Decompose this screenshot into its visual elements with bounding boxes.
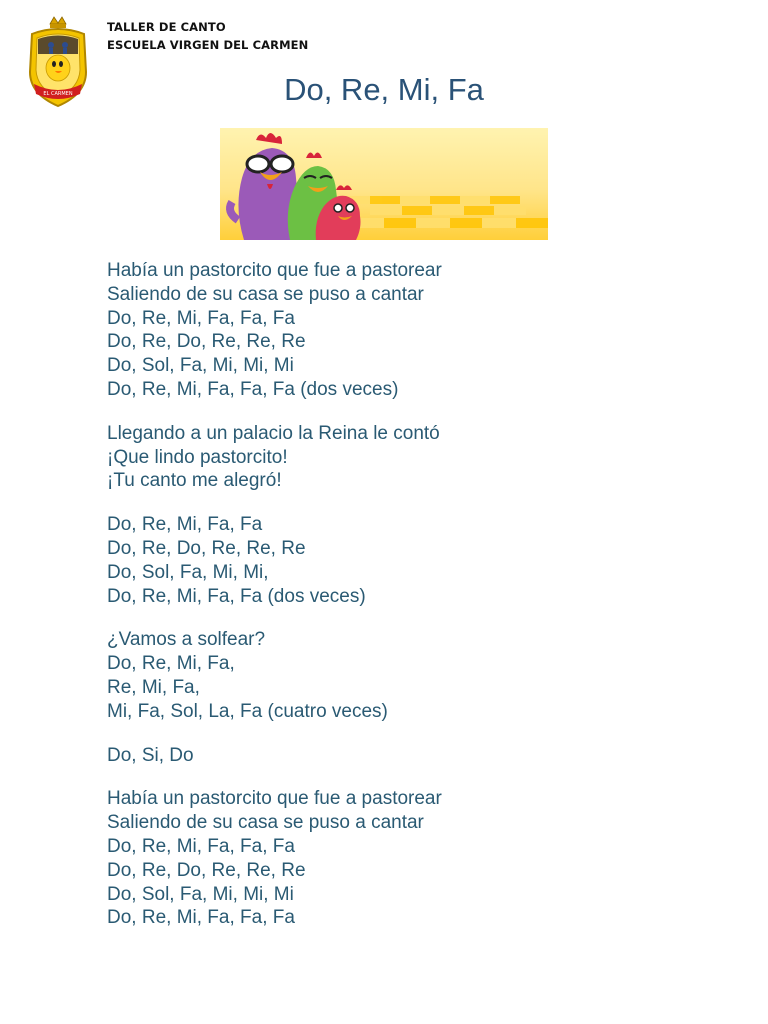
lyric-line: Do, Re, Mi, Fa, Fa, Fa bbox=[107, 907, 295, 929]
stanza bbox=[107, 422, 442, 493]
lyric-line: Do, Re, Mi, Fa, bbox=[107, 653, 235, 675]
lyric-line: Do, Re, Mi, Fa, Fa, Fa bbox=[107, 835, 295, 857]
lyric-line: Había un pastorcito que fue a pastorear bbox=[107, 788, 442, 810]
song-lyrics bbox=[107, 259, 442, 950]
stanza bbox=[107, 259, 442, 402]
lyric-line: Do, Re, Mi, Fa, Fa (dos veces) bbox=[107, 585, 366, 607]
lyric-line: Do, Re, Do, Re, Re, Re bbox=[107, 537, 306, 559]
lyric-line: Do, Re, Do, Re, Re, Re bbox=[107, 859, 306, 881]
document-header bbox=[107, 18, 308, 54]
three-chickens-cartoon-image bbox=[220, 128, 548, 240]
lyric-line: Do, Sol, Fa, Mi, Mi, Mi bbox=[107, 355, 294, 377]
lyric-line: ¡Que lindo pastorcito! bbox=[107, 446, 288, 468]
lyric-line: Mi, Fa, Sol, La, Fa (cuatro veces) bbox=[107, 700, 388, 722]
lyric-line: Do, Sol, Fa, Mi, Mi, Mi bbox=[107, 883, 294, 905]
stanza bbox=[107, 628, 442, 723]
lyric-line: Saliendo de su casa se puso a cantar bbox=[107, 283, 424, 305]
school-name: ESCUELA VIRGEN DEL CARMEN bbox=[107, 38, 309, 52]
lyric-line: Do, Si, Do bbox=[107, 744, 194, 766]
lyric-line: Saliendo de su casa se puso a cantar bbox=[107, 812, 424, 834]
stanza bbox=[107, 787, 442, 930]
song-title: Do, Re, Mi, Fa bbox=[284, 72, 484, 107]
workshop-name: TALLER DE CANTO bbox=[107, 20, 226, 34]
stanza bbox=[107, 513, 442, 608]
logo-label: EL CARMEN bbox=[43, 91, 73, 97]
lyric-line: Do, Re, Mi, Fa, Fa, Fa bbox=[107, 307, 295, 329]
lyric-line: Había un pastorcito que fue a pastorear bbox=[107, 260, 442, 281]
lyric-line: Llegando a un palacio la Reina le contó bbox=[107, 422, 440, 444]
lyric-line: ¿Vamos a solfear? bbox=[107, 629, 266, 651]
lyric-line: Do, Re, Do, Re, Re, Re bbox=[107, 331, 306, 353]
lyric-line: Do, Re, Mi, Fa, Fa, Fa (dos veces) bbox=[107, 378, 399, 400]
lyric-line: Do, Re, Mi, Fa, Fa bbox=[107, 514, 263, 536]
stanza bbox=[107, 744, 442, 768]
lyric-line: ¡Tu canto me alegró! bbox=[107, 470, 282, 492]
lyric-line: Re, Mi, Fa, bbox=[107, 676, 200, 698]
lyric-line: Do, Sol, Fa, Mi, Mi, bbox=[107, 561, 269, 583]
